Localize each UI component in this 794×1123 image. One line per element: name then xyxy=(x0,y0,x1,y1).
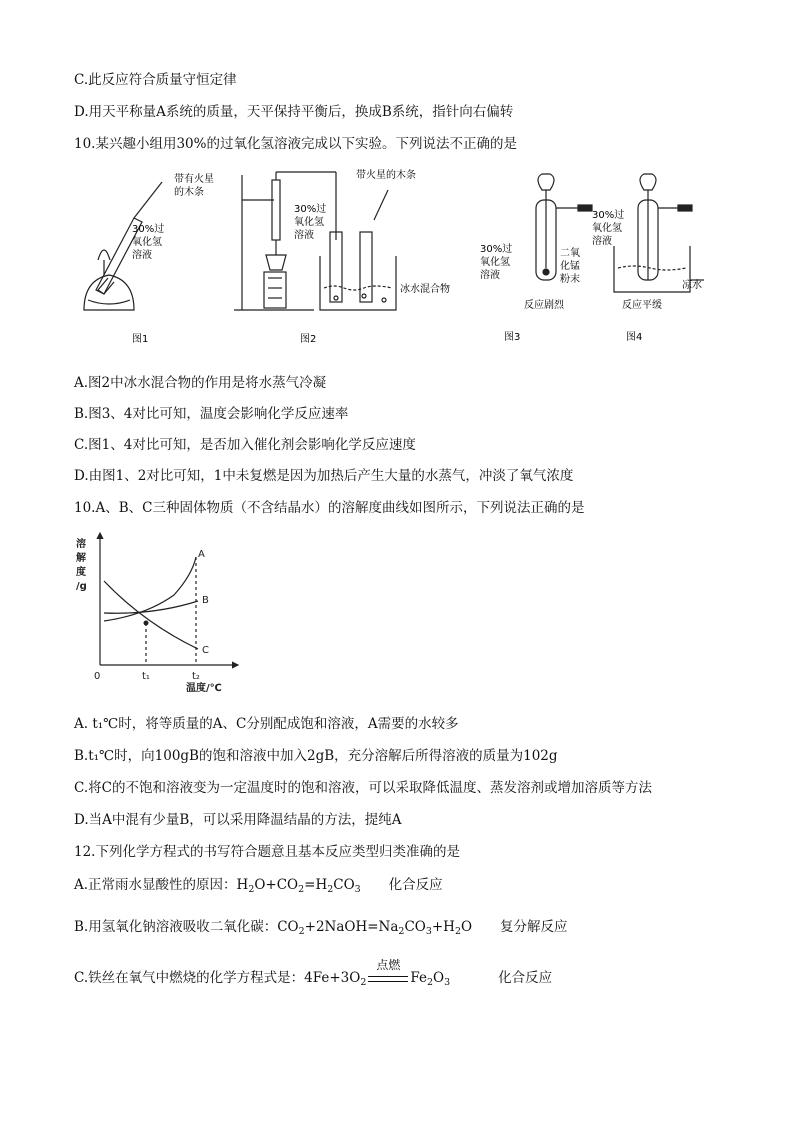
fig3-h2o2-label: 30%过 xyxy=(480,244,513,255)
fig2-h2o2-label-3: 溶液 xyxy=(294,230,314,241)
chart-ylabel-4: /g xyxy=(76,581,87,592)
q11-option-a: A. t₁℃时，将等质量的A、C分别配成饱和溶液，A需要的水较多 xyxy=(74,716,459,732)
q10-apparatus-figure xyxy=(74,160,714,350)
fig4-apparatus xyxy=(614,174,704,292)
fig1-caption: 图1 xyxy=(132,334,149,345)
intersection-point xyxy=(144,621,149,626)
q12-option-c xyxy=(74,958,553,988)
fig2-h2o2-label: 30%过 xyxy=(294,204,327,215)
curve-a-label: A xyxy=(198,549,205,560)
chart-ylabel-2: 解 xyxy=(76,553,86,564)
q11-option-b: B.t₁℃时，向100gB的饱和溶液中加入2gB，充分溶解后所得溶液的质量为102g xyxy=(74,748,558,764)
q10-option-a: A.图2中冰水混合物的作用是将水蒸气冷凝 xyxy=(74,375,327,391)
fig2-h2o2-label-2: 氧化氢 xyxy=(294,217,324,228)
chart-ylabel-1: 溶 xyxy=(76,539,86,550)
fig2-caption: 图2 xyxy=(300,334,317,345)
q12-c-condition: 点燃 xyxy=(376,958,401,972)
q12-a-text: A.正常雨水显酸性的原因： xyxy=(74,877,237,893)
q11-option-c: C.将C的不饱和溶液变为一定温度时的饱和溶液，可以采取降低温度、蒸发溶剂或增加溶质等方法 xyxy=(74,780,652,796)
x-tick-t1: t₁ xyxy=(142,671,150,682)
fig1-h2o2-label: 30%过 xyxy=(132,224,165,235)
fig3-caption: 图3 xyxy=(504,332,521,343)
q12-b-text: B.用氢氧化钠溶液吸收二氧化碳： xyxy=(74,919,278,935)
q12-a-type: 化合反应 xyxy=(388,877,443,893)
fig2-ice-water-label: 冰水混合物 xyxy=(400,284,450,295)
q10-option-b: B.图3、4对比可知，温度会影响化学反应速率 xyxy=(74,406,349,422)
q11-stem: 10.A、B、C三种固体物质（不含结晶水）的溶解度曲线如图所示，下列说法正确的是 xyxy=(74,500,585,516)
q10-option-c: C.图1、4对比可知，是否加入催化剂会影响化学反应速度 xyxy=(74,437,416,453)
curve-b xyxy=(104,601,198,613)
fig2-splint-label: 带火星的木条 xyxy=(356,170,416,181)
q11-option-d: D.当A中混有少量B，可以采用降温结晶的方法，提纯A xyxy=(74,812,402,828)
chart-ylabel-3: 度 xyxy=(76,567,86,578)
q12-c-type: 化合反应 xyxy=(498,970,553,986)
fig2-apparatus xyxy=(234,172,396,310)
fig3-h2o2-label-3: 溶液 xyxy=(480,270,500,281)
q12-option-b xyxy=(74,915,568,937)
fig1-splint-label-2: 的木条 xyxy=(174,187,204,198)
q12-c-equation: $4Fe+3O_2$ 点燃 $Fe_2O_3$ xyxy=(304,958,451,988)
fig4-cool-water-label: 凉水 xyxy=(682,280,702,291)
fig1-h2o2-label-3: 溶液 xyxy=(132,250,152,261)
fig1-h2o2-label-2: 氧化氢 xyxy=(132,237,162,248)
q12-a-equation: $H_2O+CO_2=H_2CO_3$ xyxy=(236,877,361,895)
q9-option-d: D.用天平称量A系统的质量，天平保持平衡后，换成B系统，指针向右偏转 xyxy=(74,104,514,120)
fig3-mno2-label-2: 化锰 xyxy=(560,261,580,272)
q12-stem: 12.下列化学方程式的书写符合题意且基本反应类型归类准确的是 xyxy=(74,844,460,860)
fig1-splint-label: 带有火星 xyxy=(174,174,214,185)
q10-option-d: D.由图1、2对比可知，1中未复燃是因为加热后产生大量的水蒸气，冲淡了氧气浓度 xyxy=(74,468,574,484)
fig4-h2o2-label-2: 氧化氢 xyxy=(592,223,622,234)
fig4-h2o2-label: 30%过 xyxy=(592,210,625,221)
fig3-mno2-label: 二氧 xyxy=(560,248,580,259)
x-tick-0: 0 xyxy=(94,671,101,682)
q12-b-equation: $CO_2+2NaOH=Na_2CO_3+H_2O$ xyxy=(277,919,473,937)
q9-option-c: C.此反应符合质量守恒定律 xyxy=(74,72,237,88)
q10-stem: 10.某兴趣小组用30%的过氧化氢溶液完成以下实验。下列说法不正确的是 xyxy=(74,136,517,152)
q12-b-type: 复分解反应 xyxy=(500,919,568,935)
fig4-slow-label: 反应平缓 xyxy=(622,300,662,311)
fig3-mno2-label-3: 粉末 xyxy=(560,274,580,285)
x-tick-t2: t₂ xyxy=(192,671,200,682)
curve-c-label: C xyxy=(202,645,209,656)
q12-option-a xyxy=(74,873,443,895)
solubility-chart xyxy=(74,525,244,695)
curve-c xyxy=(104,581,198,649)
fig3-h2o2-label-2: 氧化氢 xyxy=(480,257,510,268)
curve-b-label: B xyxy=(202,595,209,606)
q12-c-text: C.铁丝在氧气中燃烧的化学方程式是： xyxy=(74,970,305,986)
chart-xlabel: 温度/℃ xyxy=(186,683,222,694)
fig3-fast-label: 反应剧烈 xyxy=(524,300,564,311)
fig4-h2o2-label-3: 溶液 xyxy=(592,236,612,247)
fig4-caption: 图4 xyxy=(626,332,643,343)
